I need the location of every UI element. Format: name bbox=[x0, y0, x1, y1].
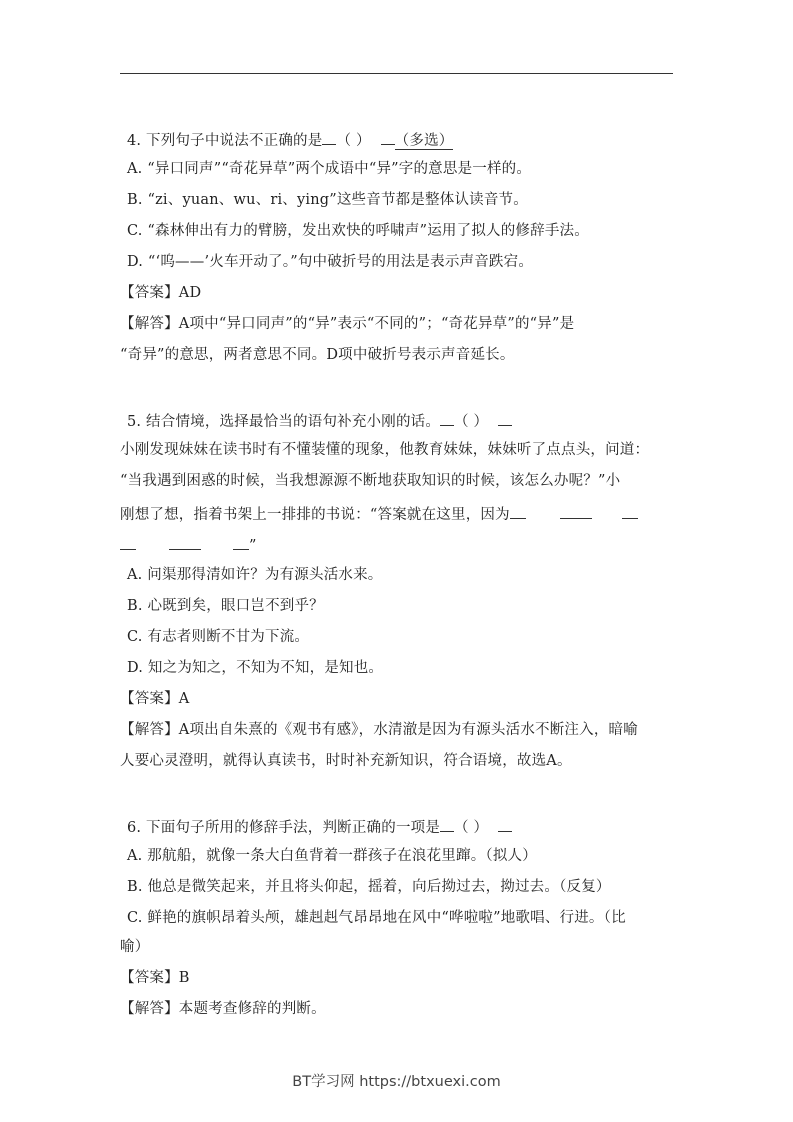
q5-context-line3-text: 刚想了想，指着书架上一排排的书说：“答案就在这里，因为 bbox=[120, 507, 510, 523]
q5-option-d: D. 知之为知之，不知为不知，是知也。 bbox=[127, 660, 384, 676]
blank bbox=[120, 533, 136, 550]
q5-stem bbox=[127, 409, 512, 432]
blank bbox=[622, 502, 638, 519]
blank bbox=[322, 128, 336, 145]
q6-stem bbox=[127, 815, 512, 838]
q6-option-c-line2: 喻） bbox=[120, 939, 150, 955]
blank bbox=[498, 409, 512, 426]
q5-option-c: C. 有志者则断不甘为下流。 bbox=[127, 629, 310, 645]
q5-option-b: B. 心既到矣，眼口岂不到乎？ bbox=[127, 598, 324, 614]
q5-close-quote: ” bbox=[249, 538, 257, 554]
q5-stem-text: 5. 结合情境，选择最恰当的语句补充小刚的话。 bbox=[127, 414, 441, 430]
q4-option-a: A. “异口同声”“奇花异草”两个成语中“异”字的意思是一样的。 bbox=[127, 161, 532, 177]
q5-context-line4 bbox=[120, 533, 257, 556]
q6-answer: 【答案】B bbox=[120, 970, 190, 986]
q5-explain-line2: 人要心灵澄明，就得认真读书，时时补充新知识，符合语境，故选A。 bbox=[120, 753, 572, 769]
blank bbox=[560, 502, 592, 519]
q4-note: （多选） bbox=[394, 133, 454, 149]
q4-option-c: C. “森林伸出有力的臂膀，发出欢快的呼啸声”运用了拟人的修辞手法。 bbox=[127, 223, 589, 239]
blank bbox=[440, 409, 454, 426]
q5-context-line1: 小刚发现妹妹在读书时有不懂装懂的现象，他教育妹妹，妹妹听了点点头，问道： bbox=[120, 442, 650, 458]
q6-explain-line1: 【解答】本题考查修辞的判断。 bbox=[120, 1001, 326, 1017]
blank bbox=[381, 128, 395, 145]
q4-explain-line2: “奇异”的意思，两者意思不同。D项中破折号表示声音延长。 bbox=[120, 347, 515, 363]
q4-option-b: B. “zi、yuan、wu、ri、ying”这些音节都是整体认读音节。 bbox=[127, 192, 528, 208]
q4-option-d: D. “‘呜——’火车开动了。”句中破折号的用法是表示声音跌宕。 bbox=[127, 254, 534, 270]
q6-option-c-line1: C. 鲜艳的旗帜昂着头颅，雄赳赳气昂昂地在风中“哗啦啦”地歌唱、行进。（比 bbox=[127, 910, 626, 926]
q5-context-line2: “当我遇到困惑的时候，当我想源源不断地获取知识的时候，该怎么办呢？”小 bbox=[120, 473, 621, 489]
q6-paren: （ ） bbox=[454, 820, 489, 836]
q5-option-a: A. 问渠那得清如许？为有源头活水来。 bbox=[127, 567, 383, 583]
blank bbox=[440, 815, 454, 832]
q6-option-b: B. 他总是微笑起来，并且将头仰起，摇着，向后拗过去，拗过去。（反复） bbox=[127, 879, 611, 895]
q4-stem bbox=[127, 128, 453, 151]
q5-explain-line1: 【解答】A项出自朱熹的《观书有感》，水清澈是因为有源头活水不断注入，暗喻 bbox=[120, 722, 638, 738]
q6-stem-text: 6. 下面句子所用的修辞手法，判断正确的一项是 bbox=[127, 820, 441, 836]
footer-site-label: BT学习网 https://btxuexi.com bbox=[292, 1074, 501, 1090]
q6-option-a: A. 那航船，就像一条大白鱼背着一群孩子在浪花里蹿。（拟人） bbox=[127, 848, 537, 864]
q5-paren: （ ） bbox=[454, 414, 489, 430]
q4-paren: （ ） bbox=[336, 133, 371, 149]
q4-stem-text: 4. 下列句子中说法不正确的是 bbox=[127, 133, 323, 149]
blank bbox=[169, 533, 201, 550]
header-rule bbox=[120, 73, 673, 74]
q5-context-line3 bbox=[120, 502, 638, 525]
q5-answer: 【答案】A bbox=[120, 691, 190, 707]
blank bbox=[510, 502, 526, 519]
q4-explain-line1: 【解答】A项中“异口同声”的“异”表示“不同的”；“奇花异草”的“异”是 bbox=[120, 316, 575, 332]
blank bbox=[233, 533, 249, 550]
q4-answer: 【答案】AD bbox=[120, 285, 202, 301]
blank bbox=[498, 815, 512, 832]
